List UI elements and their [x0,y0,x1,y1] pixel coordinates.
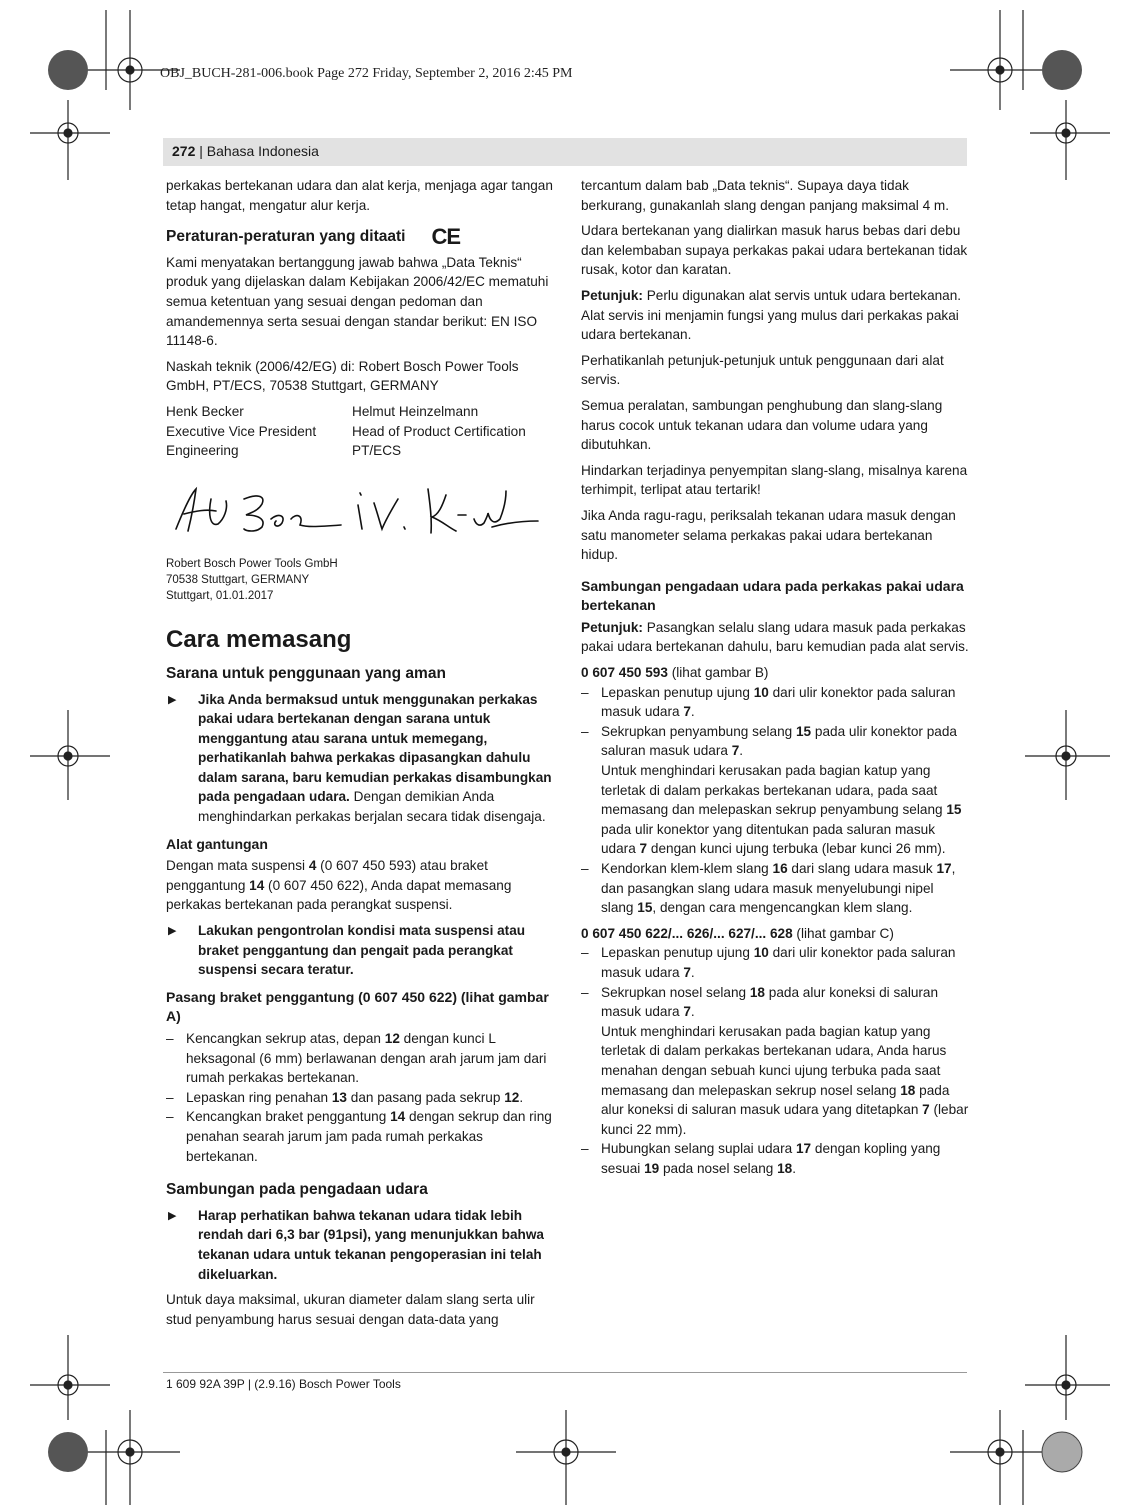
left-column [166,176,554,1335]
paragraph: Petunjuk: Pasangkan selalu slang udara masuk pada perkakas pakai udara bertekanan dahulu, baru kemudian pada alat servis. [581,619,969,655]
warning-2: ▶ Lakukan pengontrolan kondisi mata suspensi atau braket penggantung dan pengait pada perangkat suspensi secara teratur. [166,921,554,980]
paragraph: Petunjuk: Perlu digunakan alat servis untuk udara bertekanan. Alat servis ini menjamin fungsi yang mulus dari perkakas pakai udara bertekanan. [581,287,962,343]
signature-image [166,469,546,547]
paragraph: Perhatikanlah petunjuk-petunjuk untuk penggunaan dari alat servis. [581,352,944,388]
list-item: – Sekrupkan nosel selang 18 pada alur koneksi di saluran masuk udara 7. Untuk menghindari kerusakan pada bagian katup yang terletak di dalam perkakas bertekanan udara, Anda harus menahan dengan sebuah kunci ujung terbuka pada saat memasang dan melepaskan sekrup nosel selang 18 pada alur koneksi di saluran masuk udara yang ditetapkan 7 (lebar kunci 22 mm). [581,984,969,1137]
footer-divider [163,1372,967,1373]
list-item: – Lepaskan penutup ujung 10 dari ulir konektor pada saluran masuk udara 7. [581,684,956,720]
code-heading-b: 0 607 450 593 (lihat gambar B) [581,665,769,681]
address-line-3: Stuttgart, 01.01.2017 [166,590,274,603]
header-language: Bahasa Indonesia [206,143,319,159]
list-item: – Kencangkan sekrup atas, depan 12 dengan kunci L heksagonal (6 mm) berlawanan dengan arah jarum jam dari rumah perkakas bertekanan. [166,1031,547,1086]
technical-file-paragraph: Naskah teknik (2006/42/EG) di: Robert Bosch Power Tools GmbH, PT/ECS, 70538 Stuttgart, GERMANY [166,358,519,394]
heading-pasang-braket: Pasang braket penggantung (0 607 450 622) (lihat gambar A) [166,988,549,1025]
heading-alat-gantungan: Alat gantungan [166,835,268,852]
code-heading-c: 0 607 450 622/... 626/... 627/... 628 (lihat gambar C) [581,925,894,941]
heading-sambungan: Sambungan pada pengadaan udara [166,1181,428,1199]
signatory-right-name: Helmut Heinzelmann [352,403,479,419]
last-paragraph: Untuk daya maksimal, ukuran diameter dalam slang serta ulir stud penyambung harus sesuai dengan data-data yang [166,1292,535,1327]
ce-mark: CE [431,224,461,250]
list-item: – Hubungkan selang suplai udara 17 dengan kopling yang sesuai 19 pada nosel selang 18. [581,1141,941,1176]
page-number: 272 [172,143,196,159]
page-header [172,143,319,159]
address-line-1: Robert Bosch Power Tools GmbH [166,558,338,571]
intro-paragraph: perkakas bertekanan udara dan alat kerja, menjaga agar tangan tetap hangat, mengatur alur kerja. [166,178,553,213]
bullet-triangle-icon: ▶ [168,925,177,938]
print-info: OBJ_BUCH-281-006.book Page 272 Friday, September 2, 2016 2:45 PM [160,66,573,81]
list-item: – Sekrupkan penyambung selang 15 pada ulir konektor pada saluran masuk udara 7. Untuk menghindari kerusakan pada bagian katup yang terletak di dalam perkakas bertekanan udara, pada saat memasang dan melepaskan sekrup penyambung selang 15 pada ulir konektor yang ditentukan pada saluran masuk udara 7 dengan kunci ujung terbuka (lebar kunci 26 mm). [581,723,962,857]
address-line-2: 70538 Stuttgart, GERMANY [166,574,310,587]
alat-paragraph: Dengan mata suspensi 4 (0 607 450 593) atau braket penggantung 14 (0 607 450 622), Anda dapat memasang perkakas bertekanan pada perangkat suspensi. [166,858,512,913]
warning-1: ▶ Jika Anda bermaksud untuk menggunakan perkakas pakai udara bertekanan dengan sarana untuk menggantung atau sarana untuk memegang, perhatikanlah bahwa perkakas dipasangkan dahulu dalam sarana, baru kemudian perkakas disambungkan pada pengadaan udara. Dengan demikian Anda menghindarkan perkakas berjalan secara tidak disengaja. [166,690,554,827]
list-item: – Kencangkan braket penggantung 14 dengan sekrup dan ring penahan searah jarum jam pada rumah perkakas bertekanan. [166,1109,552,1164]
bullet-triangle-icon: ▶ [168,1209,177,1222]
paragraph: Udara bertekanan yang dialirkan masuk harus bebas dari debu dan kelembaban supaya perkakas pakai udara bertekanan tidak rusak, kotor dan karatan. [581,223,968,278]
signatory-left-title: Executive Vice President Engineering [166,423,317,459]
heading-regulations: Peraturan-peraturan yang ditaati CE [166,224,461,250]
paragraph: Hindarkan terjadinya penyempitan slang-slang, misalnya karena terhimpit, terlipat atau tertarik! [581,462,968,498]
list-item: – Kendorkan klem-klem slang 16 dari slang udara masuk 17, dan pasangkan slang udara masuk menyelubungi nipel slang 15, dengan cara mengencangkan klem slang. [581,861,956,916]
signatories [166,402,554,461]
regulations-paragraph: Kami menyatakan bertanggung jawab bahwa „Data Teknis“ produk yang dijelaskan dalam Kebijakan 2006/42/EC mematuhi semua ketentuan yang sesuai dengan pedoman dan amandemennya serta sesuai dengan standar berikut: EN ISO 11148-6. [166,254,549,349]
paragraph: Jika Anda ragu-ragu, periksalah tekanan udara masuk dengan satu manometer selama perkakas pakai udara bertekanan hidup. [581,507,956,563]
heading-cara-memasang: Cara memasang [166,626,352,654]
bullet-triangle-icon: ▶ [168,693,177,706]
footer: 1 609 92A 39P | (2.9.16) Bosch Power Tools [166,1377,401,1391]
signatory-left-name: Henk Becker [166,403,244,419]
heading-sarana: Sarana untuk penggunaan yang aman [166,664,446,682]
signatory-right-title: Head of Product Certification PT/ECS [352,423,526,459]
warning-3: ▶ Harap perhatikan bahwa tekanan udara tidak lebih rendah dari 6,3 bar (91psi), yang menunjukkan bahwa tekanan udara untuk tekanan pengoperasian ini telah dikeluarkan. [166,1206,554,1284]
paragraph: Semua peralatan, sambungan penghubung dan slang-slang harus cocok untuk tekanan udara dan volume udara yang dibutuhkan. [581,397,943,453]
list-item: – Lepaskan penutup ujung 10 dari ulir konektor pada saluran masuk udara 7. [581,945,956,980]
heading-sambungan-pengadaan: Sambungan pengadaan udara pada perkakas pakai udara bertekanan [581,577,964,614]
paragraph: tercantum dalam bab „Data teknis“. Supaya daya tidak berkurang, gunakanlah slang dengan panjang maksimal 4 m. [581,178,950,213]
list-item: – Lepaskan ring penahan 13 dan pasang pada sekrup 12. [166,1089,524,1105]
right-column [581,176,969,1179]
address-block [166,556,554,604]
header-separator: | [195,143,207,159]
